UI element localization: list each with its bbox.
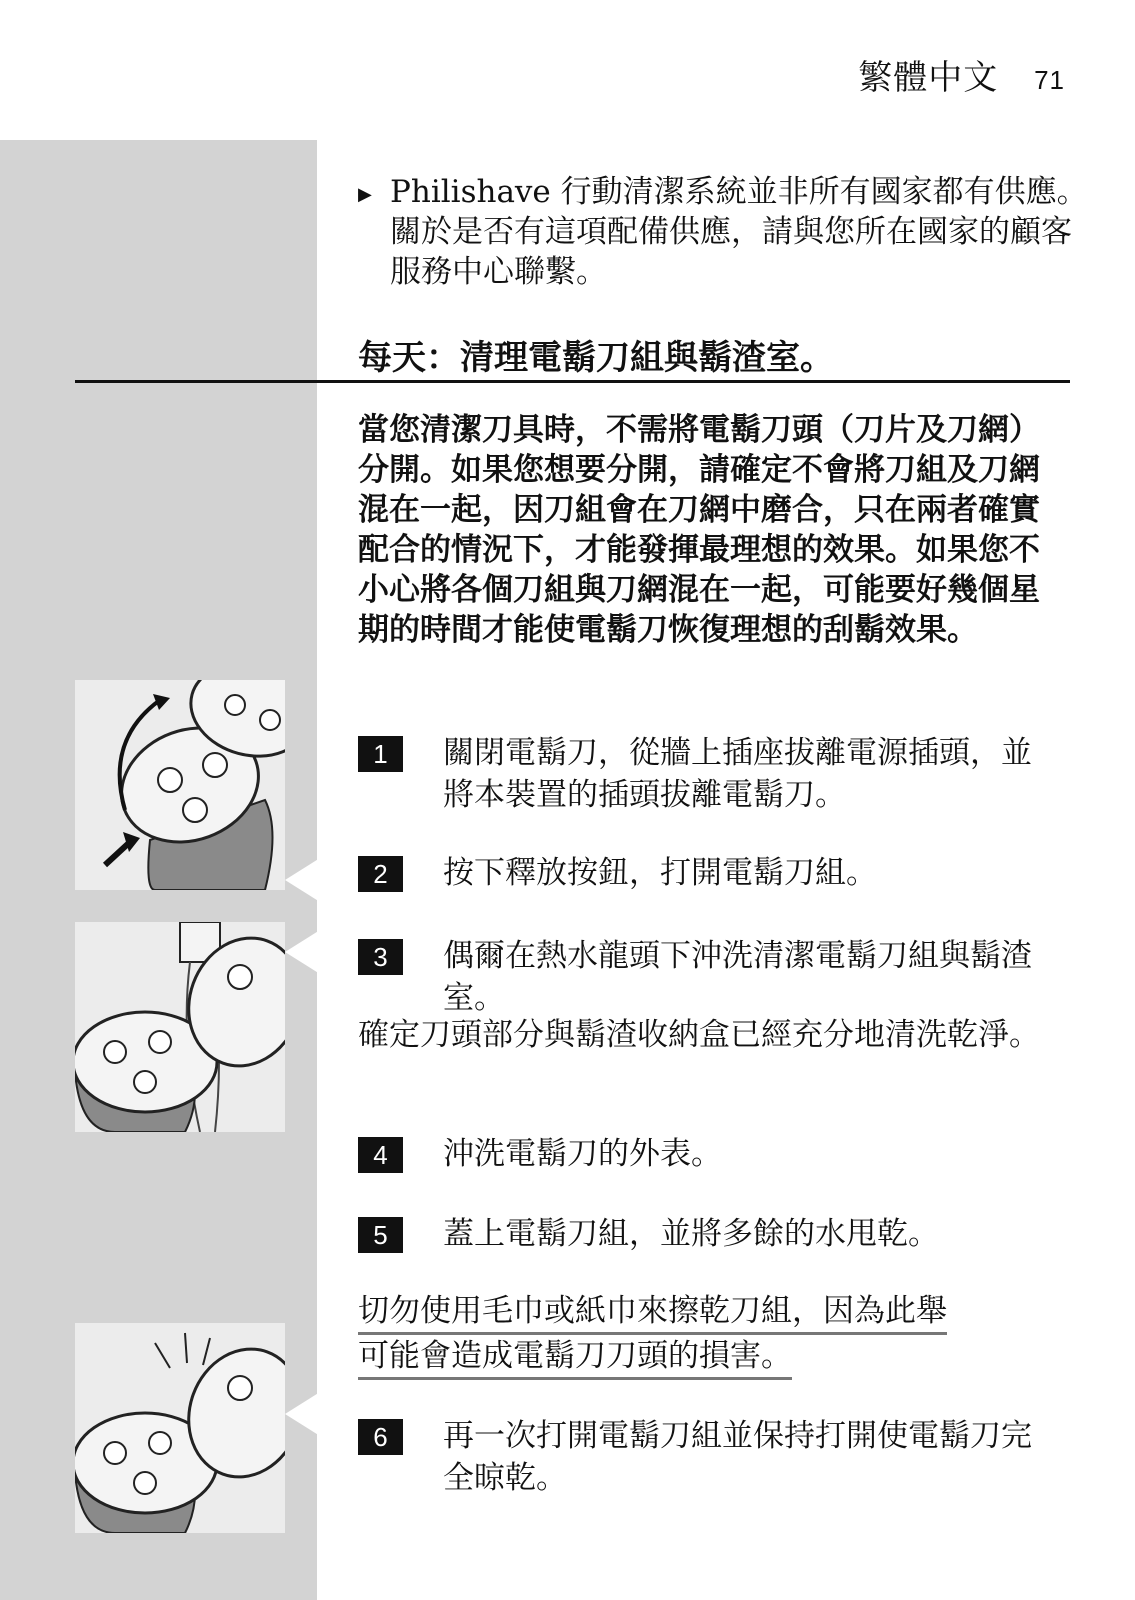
step-text: 偶爾在熱水龍頭下沖洗清潔電鬍刀組與鬍渣室。 [443, 938, 1032, 1016]
step-text: 關閉電鬍刀，從牆上插座拔離電源插頭，並將本裝置的插頭拔離電鬍刀。 [443, 735, 1032, 813]
step-3-extra-text: 確定刀頭部分與鬍渣收納盒已經充分地清洗乾淨。 [358, 1017, 1040, 1053]
section-divider [75, 380, 1070, 383]
section-title: 每天：清理電鬍刀組與鬍渣室。 [358, 338, 834, 378]
step-1 [358, 732, 1058, 816]
shaver-open-drawing [75, 680, 285, 890]
step-5 [358, 1213, 1058, 1255]
language-label: 繁體中文 [858, 58, 999, 98]
step-text: 再一次打開電鬍刀組並保持打開使電鬍刀完全晾乾。 [443, 1418, 1032, 1496]
step-4 [358, 1133, 1058, 1175]
step-text: 沖洗電鬍刀的外表。 [443, 1136, 722, 1172]
step-2 [358, 852, 1058, 894]
illustration-dry-shaver [75, 1323, 285, 1533]
illustration-pointer [285, 858, 320, 902]
illustration-pointer [285, 1392, 320, 1436]
bullet-icon: ▶ [358, 184, 372, 205]
intro-paragraph: 當您清潔刀具時，不需將電鬍刀頭（刀片及刀網）分開。如果您想要分開，請確定不會將刀組及刀網混在一起，因刀組會在刀網中磨合，只在兩者確實配合的情況下，才能發揮最理想的效果。如果您不小心將各個刀組與刀網混在一起，可能要好幾個星期的時間才能使電鬍刀恢復理想的刮鬍效果。 [358, 412, 1040, 648]
page-number: 71 [1034, 65, 1065, 95]
availability-note [358, 172, 1090, 292]
warning-line-1: 切勿使用毛巾或紙巾來擦乾刀組，因為此舉 [358, 1290, 947, 1335]
step-number: 2 [358, 856, 403, 892]
page-header [858, 50, 1065, 99]
step-number: 4 [358, 1137, 403, 1173]
step-number: 1 [358, 736, 403, 772]
illustration-pointer [285, 930, 320, 974]
step-text: 按下釋放按鈕，打開電鬍刀組。 [443, 855, 877, 891]
warning-line-2: 可能會造成電鬍刀刀頭的損害。 [358, 1335, 792, 1380]
note-text: Philishave 行動清潔系統並非所有國家都有供應。關於是否有這項配備供應，請與您所在國家的顧客服務中心聯繫。 [390, 174, 1088, 290]
step-6 [358, 1415, 1058, 1499]
shaver-rinse-drawing [75, 922, 285, 1132]
step-text: 蓋上電鬍刀組，並將多餘的水甩乾。 [443, 1216, 939, 1252]
illustration-open-shaver [75, 680, 285, 890]
step-number: 3 [358, 939, 403, 975]
step-number: 5 [358, 1217, 403, 1253]
step-3 [358, 935, 1058, 1019]
shaver-dry-drawing [75, 1323, 285, 1533]
illustration-rinse-shaver [75, 922, 285, 1132]
warning-note [358, 1290, 1058, 1380]
step-number: 6 [358, 1419, 403, 1455]
